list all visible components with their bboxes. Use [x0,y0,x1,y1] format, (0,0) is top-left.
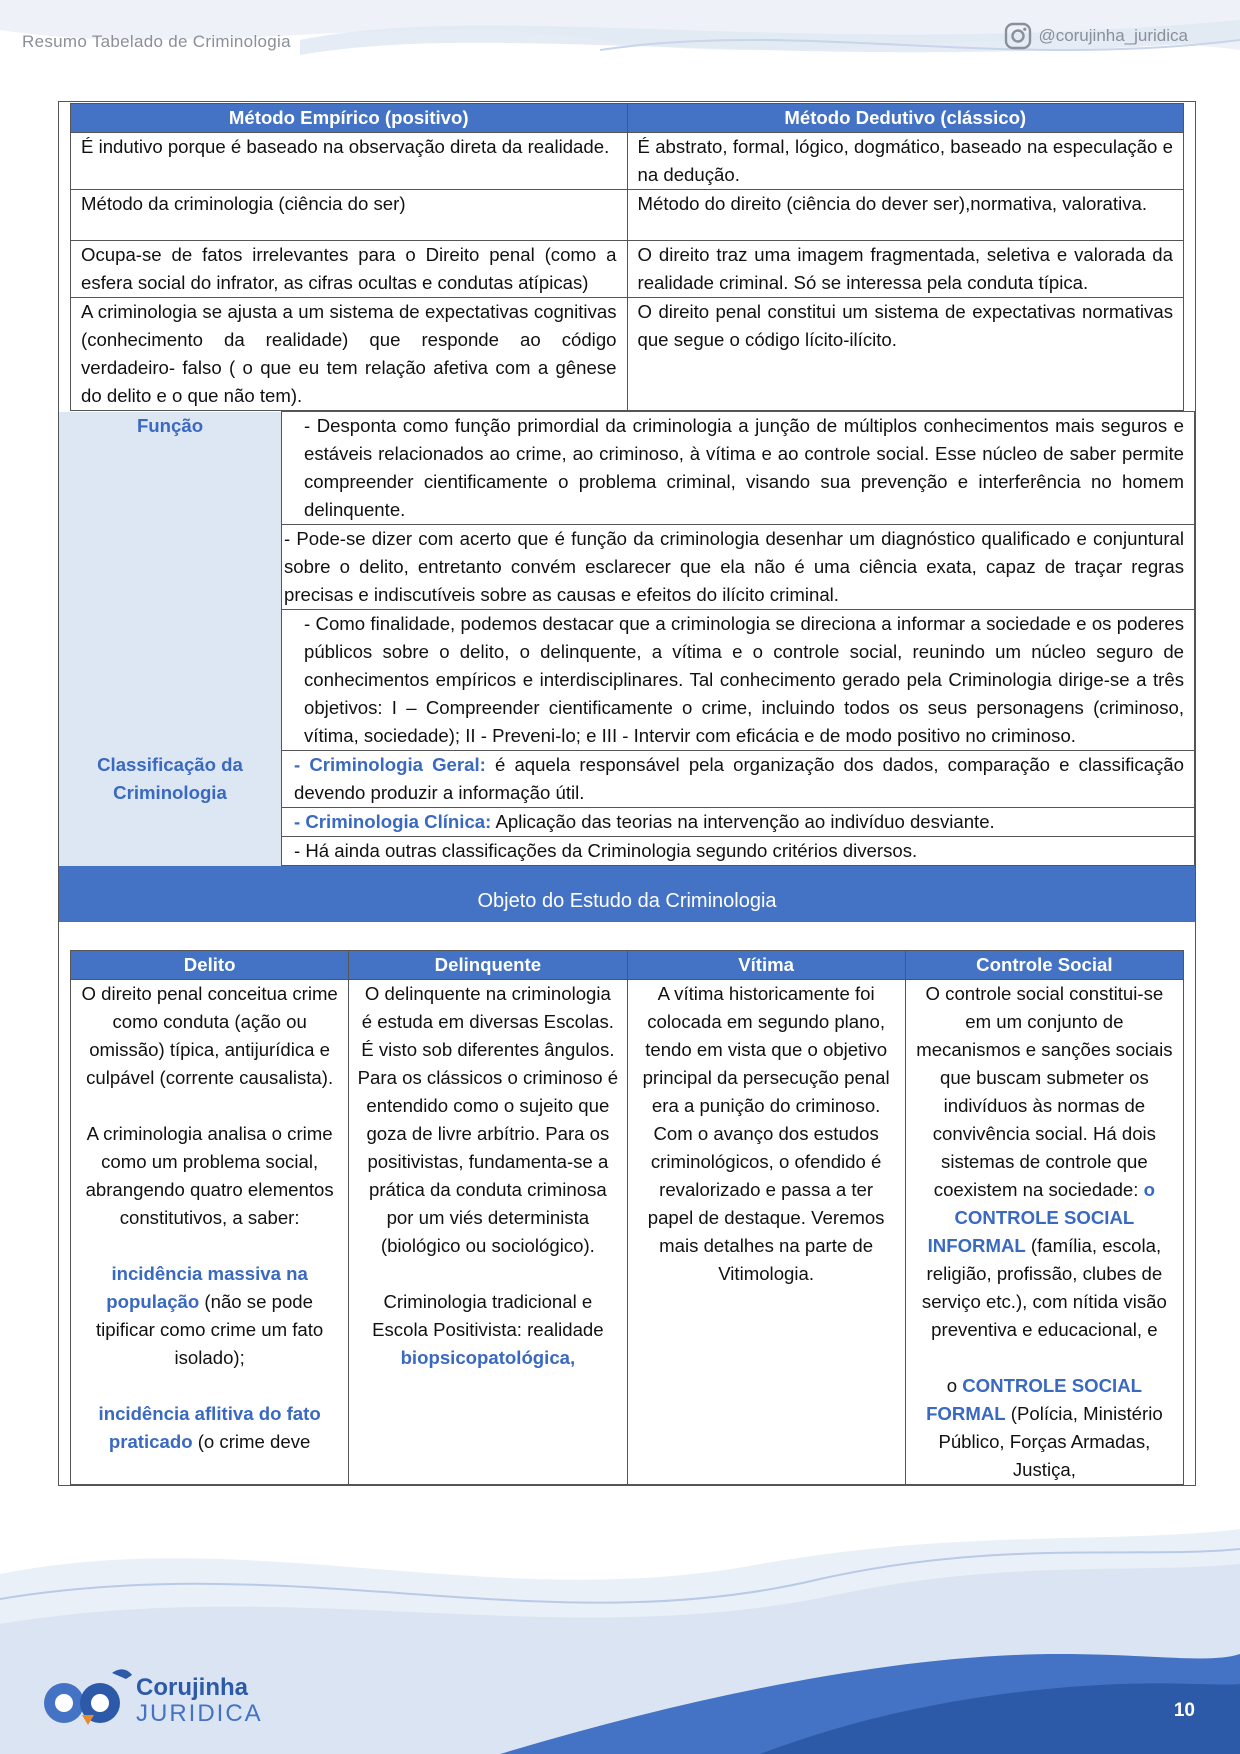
header-delito: Delito [71,951,349,980]
header-controle-social: Controle Social [905,951,1183,980]
classificacao-item [282,751,1195,808]
objeto-section [59,922,1195,1485]
table-cell: É indutivo porque é baseado na observação direta da realidade. [71,133,628,190]
funcao-item: - Pode-se dizer com acerto que é função da criminologia desenhar um diagnóstico qualificado e conjuntural sobre o delito, entretanto convém esclarecer que ela não é uma ciência exata, capaz de traçar regras precisas e indiscutíveis sobre as causas e efeitos do ilícito criminal. [282,525,1195,610]
header-vitima: Vítima [627,951,905,980]
table-row [71,980,1184,1485]
delito-highlight: incidência massiva na população [106,1263,308,1312]
delinquente-paragraph [357,1288,618,1372]
table-row [71,133,1184,190]
table-row [71,298,1184,411]
document-title: Resumo Tabelado de Criminologia [22,32,291,51]
classificacao-item-highlight: - Criminologia Geral: [294,754,486,775]
controle-paragraph [914,980,1175,1344]
classificacao-item [282,808,1195,837]
table-cell: Ocupa-se de fatos irrelevantes para o Direito penal (como a esfera social do infrator, as cifras ocultas e condutas atípicas) [71,241,628,298]
controle-paragraph [914,1372,1175,1484]
controle-highlight: o CONTROLE SOCIAL INFORMAL [927,1179,1155,1256]
metodo-table [70,103,1184,411]
classificacao-item-text: é aquela responsável pela organização dos dados, comparação e classificação devendo produzir a informação útil. [294,754,1184,803]
delito-paragraph: A criminologia analisa o crime como um problema social, abrangendo quatro elementos constitutivos, a saber: [85,1123,334,1228]
metodo-empirico-header: Método Empírico (positivo) [71,104,628,133]
delinquente-text: Criminologia tradicional e Escola Positivista: realidade [372,1291,604,1340]
controle-text: o [946,1375,963,1396]
objeto-section-title: Objeto do Estudo da Criminologia [59,866,1195,922]
funcao-label: Função [59,412,282,751]
vitima-cell [627,980,905,1485]
controle-text: (Polícia, Ministério Público, Forças Armadas, Justiça, [938,1403,1163,1480]
controle-text: O controle social constitui-se em um conjunto de mecanismos e sanções sociais que buscam submeter os indivíduos às normas de convivência social. Há dois sistemas de controle que coexistem na sociedade: [916,983,1173,1200]
delito-text: (o crime deve [192,1431,311,1452]
metodo-header-row [71,104,1184,133]
metodo-dedutivo-header: Método Dedutivo (clássico) [627,104,1184,133]
logo-text-line2: JURIDICA [136,1700,263,1727]
page-number: 10 [1173,1700,1195,1721]
delinquente-highlight: biopsicopatológica, [400,1347,576,1368]
table-cell: Método da criminologia (ciência do ser) [71,190,628,241]
table-cell: O direito penal constitui um sistema de expectativas normativas que segue o código lícito-ilícito. [627,298,1184,411]
table-cell: É abstrato, formal, lógico, dogmático, baseado na especulação e na dedução. [627,133,1184,190]
vitima-paragraph: A vítima historicamente foi colocada em segundo plano, tendo em vista que o objetivo principal da persecução penal era a punição do criminoso. Com o avanço dos estudos criminológicos, o ofendido é revalorizado e passa a ter papel de destaque. Veremos mais detalhes na parte de Vitimologia. [642,983,890,1284]
objeto-table [70,950,1184,1485]
header-delinquente: Delinquente [349,951,627,980]
classificacao-item-highlight: - Criminologia Clínica: [294,811,492,832]
metodo-section [59,102,1195,411]
classificacao-label: Classificação da Criminologia [59,751,282,866]
table-cell: A criminologia se ajusta a um sistema de expectativas cognitivas (conhecimento da realidade) que responde ao código verdadeiro- falso ( o que eu tem relação afetiva com a gênese do delito e o que não tem). [71,298,628,411]
table-cell: Método do direito (ciência do dever ser),normativa, valorativa. [627,190,1184,241]
delito-cell [71,980,349,1485]
instagram-icon [1004,22,1032,50]
table-row [71,241,1184,298]
delito-paragraph: O direito penal conceitua crime como conduta (ação ou omissão) típica, antijurídica e culpável (corrente causalista). [81,983,338,1088]
controle-highlight: CONTROLE SOCIAL FORMAL [926,1375,1142,1424]
table-row [71,190,1184,241]
classificacao-item [282,837,1195,866]
controle-social-cell [905,980,1183,1485]
funcao-item: - Desponta como função primordial da criminologia a junção de múltiplos conhecimentos mais seguros e estáveis relacionados ao crime, ao criminoso, à vítima e ao controle social. Esse núcleo de saber permite compreender cientificamente o problema criminal, visando sua prevenção e interferência no homem delinquente. [282,412,1195,525]
funcao-item: - Como finalidade, podemos destacar que a criminologia se direciona a informar a sociedade e os poderes públicos sobre o delito, o delinquente, a vítima e o controle social, reunindo um núcleo seguro de conhecimentos empíricos e interdisciplinares. Tal conhecimento gerado pela Criminologia dirige-se a três objetivos: I – Compreender cientificamente o crime, incluindo todos os seus personagens (criminoso, vítima, sociedade); II - Preveni-lo; e III - Intervir com eficácia e de modo positivo no criminoso. [282,610,1195,751]
summary-table [58,101,1196,1486]
corujinha-logo [42,1663,282,1729]
instagram-handle-text: @corujinha_juridica [1038,26,1188,45]
instagram-handle [1004,22,1188,50]
table-cell: O direito traz uma imagem fragmentada, seletiva e valorada da realidade criminal. Só se interessa pela conduta típica. [627,241,1184,298]
objeto-header-row [71,951,1184,980]
delito-paragraph [79,1260,340,1372]
delinquente-cell [349,980,627,1485]
classificacao-item-text: - Há ainda outras classificações da Criminologia segundo critérios diversos. [294,840,918,861]
controle-text: (família, escola, religião, profissão, clubes de serviço etc.), com nítida visão preventiva e educacional, e [921,1235,1167,1340]
delito-highlight: incidência aflitiva do fato praticado [98,1403,321,1452]
delito-text: (não se pode tipificar como crime um fato isolado); [95,1291,324,1368]
content-area [58,101,1196,1486]
delito-paragraph [79,1400,340,1456]
classificacao-item-text: Aplicação das teorias na intervenção ao indivíduo desviante. [491,811,995,832]
funcao-classificacao-table [59,411,1195,866]
delinquente-paragraph: O delinquente na criminologia é estuda em diversas Escolas. É visto sob diferentes ângulos. Para os clássicos o criminoso é entendido como o sujeito que goza de livre arbítrio. Para os positivistas, fundamenta-se a prática da conduta criminosa por um viés determinista (biológico ou sociológico). [357,983,619,1256]
logo-text-line1: Corujinha [136,1674,248,1701]
